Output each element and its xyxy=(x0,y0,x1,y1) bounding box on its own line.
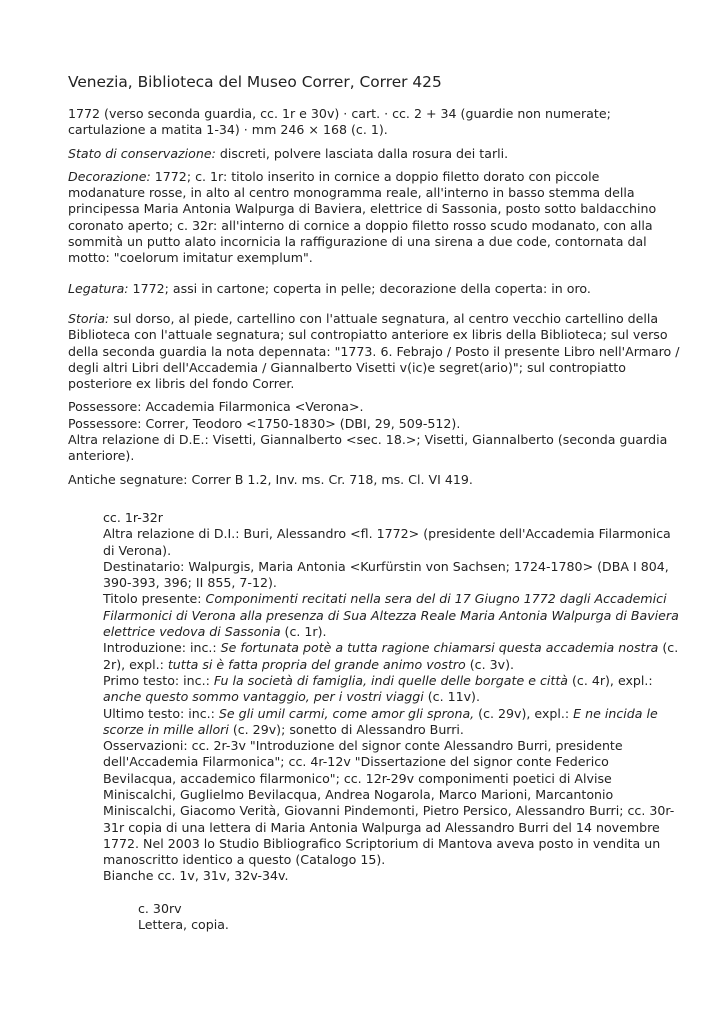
ultimo-inc: Se gli umil carmi, come amor gli sprona, xyxy=(218,705,479,721)
storia xyxy=(68,311,680,392)
relation-item: Possessore: Correr, Teodoro <1750-1830> (DBI, 29, 509-512). xyxy=(68,415,461,431)
legatura-text: 1772; assi in cartone; coperta in pelle; decorazione della coperta: in oro. xyxy=(128,280,591,296)
intro-label: Introduzione: inc.: xyxy=(103,640,221,656)
relation-item: Possessore: Accademia Filarmonica <Verona>. xyxy=(68,399,364,415)
ultimo-label: Ultimo testo: inc.: xyxy=(103,705,219,721)
unit1-bianche: Bianche cc. 1v, 31v, 32v-34v. xyxy=(103,868,289,884)
stato-text: discreti, polvere lasciata dalla rosura dei tarli. xyxy=(215,145,509,161)
relations xyxy=(68,399,680,464)
unit1-range: cc. 1r-32r xyxy=(103,509,163,525)
storia-label: Storia: xyxy=(68,310,110,326)
record-title: Venezia, Biblioteca del Museo Correr, Correr 425 xyxy=(68,73,442,91)
unit-block-2 xyxy=(138,901,680,934)
titolo-label: Titolo presente: xyxy=(103,591,206,607)
primo-inc: Fu la società di famiglia, indi quelle delle borgate e città xyxy=(213,672,568,688)
intro-inc: Se fortunata potè a tutta ragione chiamarsi questa accademia nostra xyxy=(220,640,659,656)
unit1-altra: Altra relazione di D.I.: Buri, Alessandro <fl. 1772> (presidente dell'Accademia Filarmonica di Verona). xyxy=(103,526,671,558)
decorazione-text: 1772; c. 1r: titolo inserito in cornice a doppio filetto dorato con piccole modanature rosse, in alto al centro monogramma reale, all'interno in basso stemma della principessa Maria Antonia Walpurga di Baviera, elettrice di Sassonia, posto sotto baldacchino coronato aperto; c. 32r: all'interno di cornice a doppio filetto rosso scudo modanato, con alla sommità un putto alato incornicia la raffigurazione di una sirena a due code, contornata dal motto: "coelorum imitatur exemplum". xyxy=(68,168,657,266)
legatura-label: Legatura: xyxy=(68,280,129,296)
legatura xyxy=(68,281,680,297)
decorazione-label: Decorazione: xyxy=(68,168,151,184)
relation-item: Altra relazione di D.E.: Visetti, Giannalberto <sec. 18.>; Visetti, Giannalberto (seconda guardia anteriore). xyxy=(68,432,668,464)
stato-label: Stato di conservazione: xyxy=(68,145,216,161)
stato-conservazione xyxy=(68,146,680,162)
primo-expl: anche questo sommo vantaggio, per i vostri viaggi xyxy=(103,689,424,705)
intro-mid: (c. 2r), expl.: xyxy=(103,640,679,672)
intro-expl: tutta si è fatta propria del grande animo vostro xyxy=(167,656,466,672)
primo-label: Primo testo: inc.: xyxy=(103,672,214,688)
record-page xyxy=(68,72,680,933)
intro-end: (c. 3v). xyxy=(465,656,514,672)
unit-block-1 xyxy=(103,510,680,885)
ultimo-mid: (c. 29v), expl.: xyxy=(478,705,574,721)
unit1-destinatario: Destinatario: Walpurgis, Maria Antonia <Kurfürstin von Sachsen; 1724-1780> (DBA I 804, 390-393, 396; II 855, 7-12). xyxy=(103,558,669,591)
unit1-osservazioni: Osservazioni: cc. 2r-3v "Introduzione del signor conte Alessandro Burri, presidente dell'Accademia Filarmonica"; cc. 4r-12v "Dissertazione del signor conte Federico Bevilacqua, accademico filarmonico"; cc. 12r-29v componimenti poetici di Alvise Miniscalchi, Guglielmo Bevilacqua, Andrea Nogarola, Marco Marioni, Marcantonio Miniscalchi, Giacomo Verità, Giovanni Pindemonti, Pietro Persico, Alessandro Burri; cc. 30r-31r copia di una lettera di Maria Antonia Walpurga ad Alessandro Burri del 14 novembre 1772. Nel 2003 lo Studio Bibliografico Scriptorium di Mantova aveva posto in vendita un manoscritto identico a questo (Catalogo 15). xyxy=(103,738,675,868)
titolo-end: (c. 1r). xyxy=(280,624,327,640)
unit2-text: Lettera, copia. xyxy=(138,917,229,933)
storia-text: sul dorso, al piede, cartellino con l'attuale segnatura, al centro vecchio cartellino della Biblioteca con l'attuale segnatura; sul contropiatto anteriore ex libris della Biblioteca; sul verso della seconda guardia la nota depennata: "1773. 6. Febrajo / Posto il presente Libro nell'Armaro / degli altri Libri dell'Accademia / Giannalberto Visetti v(ic)e segret(ario)"; sul contropiatto posteriore ex libris del fondo Correr. xyxy=(68,310,680,392)
primo-mid: (c. 4r), expl.: xyxy=(567,672,653,688)
unit1-ultimo-testo xyxy=(103,706,680,739)
ultimo-end: (c. 29v); sonetto di Alessandro Burri. xyxy=(228,721,464,737)
unit1-titolo xyxy=(103,591,680,640)
unit1-primo-testo xyxy=(103,673,680,706)
unit1-introduzione xyxy=(103,640,680,673)
decorazione xyxy=(68,169,680,267)
unit2-range: c. 30rv xyxy=(138,900,182,916)
ultimo-expl: E ne incida le scorze in mille allori xyxy=(103,705,658,737)
physical-description: 1772 (verso seconda guardia, cc. 1r e 30v) · cart. · cc. 2 + 34 (guardie non numerate; cartulazione a matita 1-34) · mm 246 × 168 (c. 1). xyxy=(68,106,611,138)
primo-end: (c. 11v). xyxy=(423,689,480,705)
antiche-segnature: Antiche segnature: Correr B 1.2, Inv. ms. Cr. 718, ms. Cl. VI 419. xyxy=(68,471,473,487)
titolo-text: Componimenti recitati nella sera del di 17 Giugno 1772 dagli Accademici Filarmonici di Verona alla presenza di Sua Altezza Reale Maria Antonia Walpurga di Baviera elettrice vedova di Sassonia xyxy=(103,591,679,640)
